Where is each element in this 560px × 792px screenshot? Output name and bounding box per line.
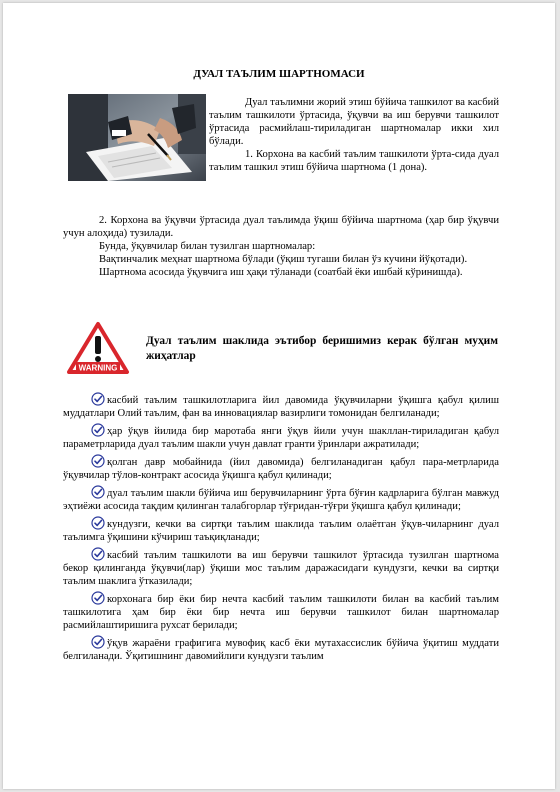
list-item-text: кундузги, кечки ва сиртқи таълим шаклида таълим олаётган ўқув-чиларнинг дуал таълимга ўқишини кўчириш таъқиқланади;: [63, 519, 499, 543]
contract-signing-photo: [68, 94, 206, 181]
checkmark-circle-icon: [91, 591, 105, 605]
list-item-text: ўқув жараёни графигига мувофиқ касб ёки мутахассислик бўйича ўқитиш муддати белгиланади. Ўқитишнинг давомийлиги кундузги таълим: [63, 638, 499, 662]
warning-triangle-icon: [66, 321, 130, 376]
contract-details-block: [63, 214, 499, 279]
list-item-text: касбий таълим ташкилотларига йил давомида ўқувчиларни ўқишга қабул қилиш муддатлари Олий таълим, фан ва инновациялар вазирлиги томонидан белгиланади;: [63, 395, 499, 419]
list-item: [63, 635, 499, 663]
list-item: [63, 454, 499, 482]
intro-paragraph: Дуал таълимни жорий этиш бўйича ташкилот ва касбий таълим ташкилоти ўртасида, ўқувчи ва иш берувчи ташкилот ўртасида расмийлаш-тириладиган шартномалар икки хил бўлади.: [209, 97, 499, 147]
temporary-contract-line: Вақтинчалик меҳнат шартнома бўлади (ўқиш тугаши билан ўз кучини йўқотади).: [99, 254, 468, 265]
salary-line: Шартнома асосида ўқувчига иш ҳақи тўланади (соатбай ёки ишбай кўринишда).: [99, 267, 463, 278]
checkmark-circle-icon: [91, 392, 105, 406]
checkmark-circle-icon: [91, 423, 105, 437]
document-page: [3, 3, 555, 789]
checkmark-circle-icon: [91, 547, 105, 561]
list-item-text: касбий таълим ташкилоти ва иш берувчи ташкилот ўртасида тузилган шартнома бекор қилинганда ўқувчи(лар) ўқиши мос таълим даражасидаги кундузги, кечки ва сиртқи таълим шаклига ўтказилади;: [63, 550, 499, 587]
list-item-text: қолган давр мобайнида (йил давомида) белгиланадиган қабул пара-метрларида ўқувчилар тўлов-контракт асосида ўқишга қабул қилинади;: [63, 457, 499, 481]
contract-item-2: 2. Корхона ва ўқувчи ўртасида дуал таълимда ўқиш бўйича шартнома (ҳар бир ўқувчи учун алоҳида) тузилади.: [63, 215, 499, 239]
checkmark-circle-icon: [91, 516, 105, 530]
list-item: [63, 423, 499, 451]
list-item: [63, 485, 499, 513]
list-item: [63, 547, 499, 588]
list-item: [63, 392, 499, 420]
warning-label: WARNING: [78, 363, 118, 373]
bullet-list: [63, 392, 499, 663]
checkmark-circle-icon: [91, 454, 105, 468]
checkmark-circle-icon: [91, 485, 105, 499]
list-item: [63, 516, 499, 544]
intro-block: [209, 96, 499, 174]
list-item-text: дуал таълим шакли бўйича иш берувчиларнинг ўрта бўғин кадрларига бўлган мавжуд эҳтиёжи асосида тақдим қилинган талабгорлар тўғридан-тўғри ўқишга қабул қилинади;: [63, 488, 499, 512]
list-item-text: корхонага бир ёки бир нечта касбий таълим ташкилоти билан ва касбий таълим ташкилотига ҳам бир ёки бир нечта иш берувчи ташкилот билан шартномалар расмийлаштиришига рухсат берилади;: [63, 594, 499, 631]
contracts-intro-line: Бунда, ўқувчилар билан тузилган шартномалар:: [99, 241, 316, 252]
checkmark-circle-icon: [91, 635, 105, 649]
list-item: [63, 591, 499, 632]
document-title: ДУАЛ ТАЪЛИМ ШАРТНОМАСИ: [193, 68, 365, 80]
list-item-text: ҳар ўқув йилида бир маротаба янги ўқув йили учун шакллан-тириладиган қабул параметрларида дуал таълим шакли учун давлат гранти ўринлари ажратилади;: [63, 426, 499, 450]
warning-heading: Дуал таълим шаклида эътибор беришимиз керак бўлган муҳим жиҳатлар: [146, 335, 498, 362]
contract-item-1: 1. Корхона ва касбий таълим ташкилоти ўрта-сида дуал таълим ташкил этиш бўйича шартнома (1 дона).: [209, 149, 499, 173]
